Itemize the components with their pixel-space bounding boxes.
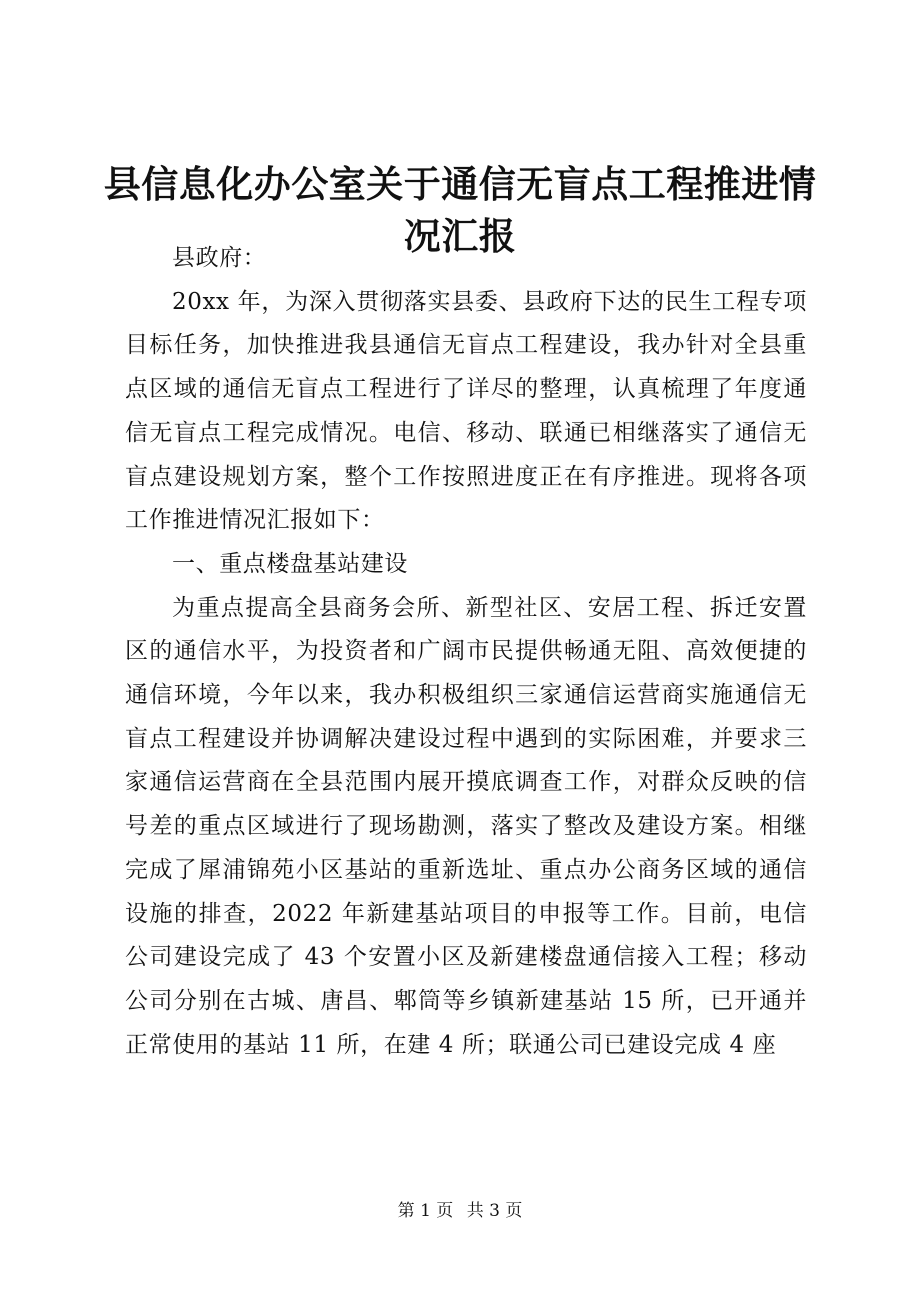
paragraph-section-one: 为重点提高全县商务会所、新型社区、安居工程、拆迁安置区的通信水平，为投资者和广阔市民提供畅通无阻、高效便捷的通信环境，今年以来，我办积极组织三家通信运营商实施通信无盲点工程建设并协调解决建设过程中遇到的实际困难，并要求三家通信运营商在全县范围内展开摸底调查工作，对群众反映的信号差的重点区域进行了现场勘测，落实了整改及建设方案。相继完成了犀浦锦苑小区基站的重新选址、重点办公商务区域的通信设施的排查，2022 年新建基站项目的申报等工作。目前，电信公司建设完成了 43 个安置小区及新建楼盘通信接入工程；移动公司分别在古城、唐昌、郫筒等乡镇新建基站 15 所，已开通并正常使用的基站 11 所，在建 4 所；联通公司已建设完成 4 座 bbox=[125, 594, 807, 1058]
page-number: 第 1 页 bbox=[397, 1201, 454, 1221]
paragraph-intro: 20xx 年，为深入贯彻落实县委、县政府下达的民生工程专项目标任务，加快推进我县通信无盲点工程建设，我办针对全县重点区域的通信无盲点工程进行了详尽的整理，认真梳理了年度通信无盲点工程完成情况。电信、移动、联通已相继落实了通信无盲点建设规划方案，整个工作按照进度正在有序推进。现将各项工作推进情况汇报如下： bbox=[125, 288, 807, 534]
salutation: 县政府： bbox=[172, 245, 267, 271]
page-total: 共 3 页 bbox=[466, 1201, 523, 1221]
document-body bbox=[125, 237, 807, 1067]
section-heading: 一、重点楼盘基站建设 bbox=[172, 550, 408, 577]
document-title: 县信息化办公室关于通信无盲点工程推进情况汇报 bbox=[103, 162, 817, 258]
page-footer bbox=[0, 1198, 920, 1224]
